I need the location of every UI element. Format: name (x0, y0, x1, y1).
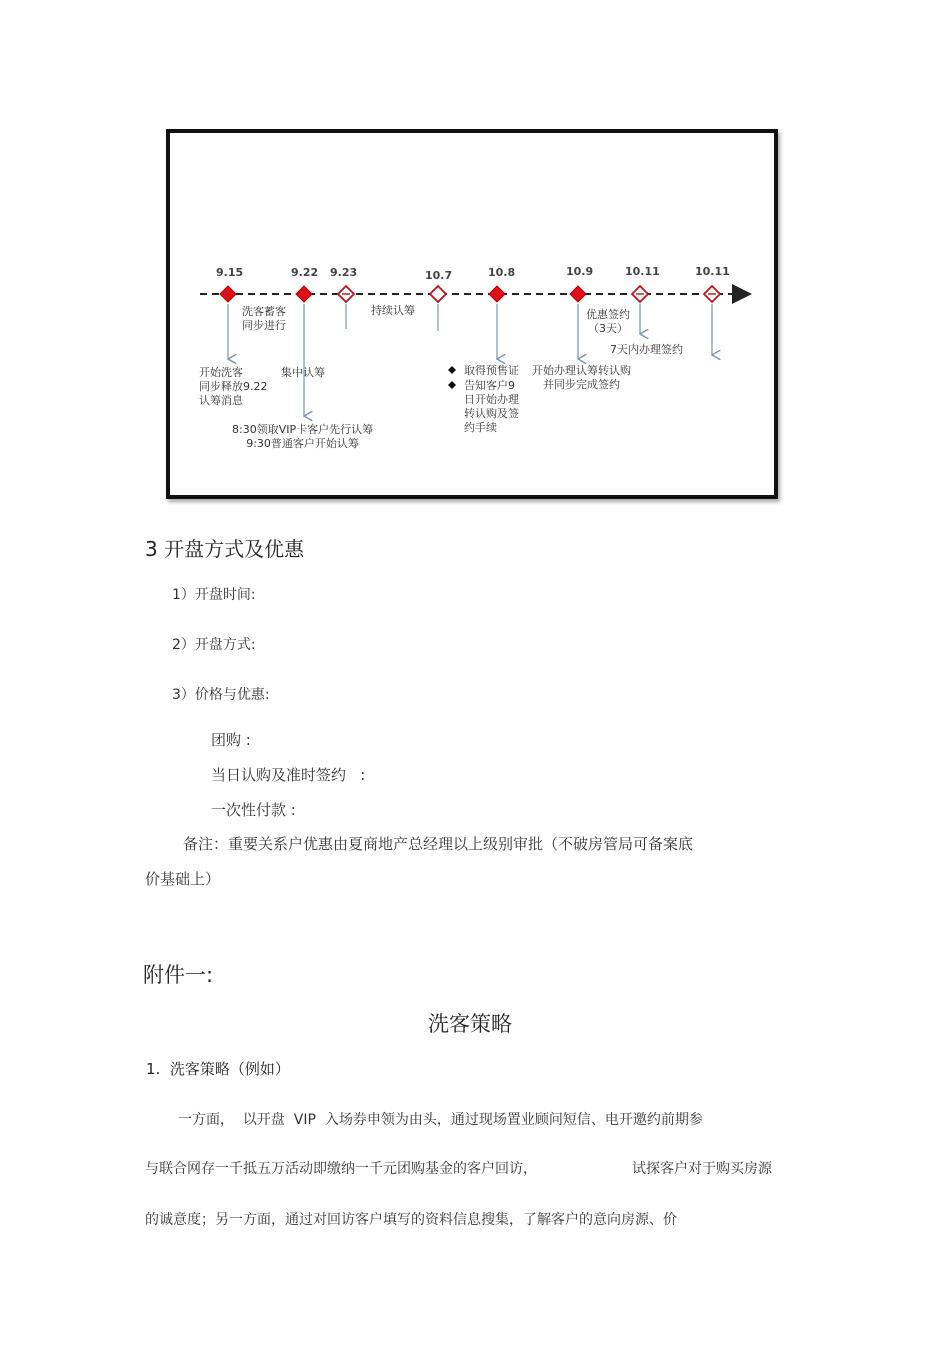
paragraph-line: 与联合网存一千抵五万活动即缴纳一千元团购基金的客户回访， (145, 1161, 537, 1177)
presale-notice-label: 告知客户9 日开始办理 转认购及签 约手续 (464, 379, 519, 434)
continuous-label: 持续认筹 (371, 304, 415, 317)
date-label: 9.23 (330, 266, 358, 279)
milestone-109 (570, 286, 586, 302)
date-label: 10.9 (566, 265, 594, 278)
subsection-heading: 1. 洗客策略（例如） (146, 1060, 290, 1078)
date-label: 9.15 (216, 266, 244, 279)
wash-label: 洗客蓄客 同步进行 (242, 305, 286, 332)
vip-label: 8:30领取VIP卡客户先行认筹 9:30普通客户开始认筹 (232, 423, 374, 450)
date-label: 10.11 (695, 265, 730, 278)
appendix-title: 洗客策略 (428, 1012, 512, 1036)
sub-item: 当日认购及准时签约 : (211, 766, 366, 784)
date-label: 10.7 (425, 269, 453, 282)
date-label: 10.8 (488, 266, 516, 279)
note-text-continued: 价基础上） (145, 870, 221, 888)
list-item: 1）开盘时间: (172, 587, 256, 603)
date-label: 10.11 (625, 265, 660, 278)
paragraph-line: 的诚意度；另一方面，通过对回访客户填写的资料信息搜集，了解客户的意向房源、价 (145, 1212, 677, 1228)
milestone-915 (220, 286, 236, 302)
section-heading: 3 开盘方式及优惠 (145, 537, 305, 561)
milestone-107 (430, 286, 446, 302)
seven-days-label: 7天内办理签约 (610, 343, 683, 356)
date-label: 9.22 (291, 266, 319, 279)
appendix-label: 附件一: (143, 963, 214, 987)
start-wash-label: 开始洗客 同步释放9.22 认筹消息 (199, 366, 268, 407)
list-item: 2）开盘方式: (172, 637, 256, 653)
paragraph-line: 试探客户对于购买房源 (632, 1161, 772, 1177)
bullet-diamond-1 (448, 366, 456, 374)
list-item: 3）价格与优惠: (172, 687, 270, 703)
paragraph-line: 一方面， 以开盘 VIP 入场券申领为由头，通过现场置业顾问短信、电开邀约前期参 (178, 1112, 703, 1128)
convert-label: 开始办理认筹转认购 并同步完成签约 (532, 364, 631, 391)
bullet-diamond-2 (448, 381, 456, 389)
central-label: 集中认筹 (281, 366, 325, 379)
sub-item: 一次性付款 : (211, 801, 296, 819)
discount-label: 优惠签约 （3天） (586, 308, 630, 335)
sub-item: 团购 : (211, 731, 251, 749)
timeline-figure (166, 129, 778, 499)
milestone-922 (296, 286, 312, 302)
note-text: 备注：重要关系户优惠由夏商地产总经理以上级别审批（不破房管局可备案底 (183, 835, 694, 853)
milestone-108 (489, 286, 505, 302)
presale-label: 取得预售证 (464, 364, 519, 377)
